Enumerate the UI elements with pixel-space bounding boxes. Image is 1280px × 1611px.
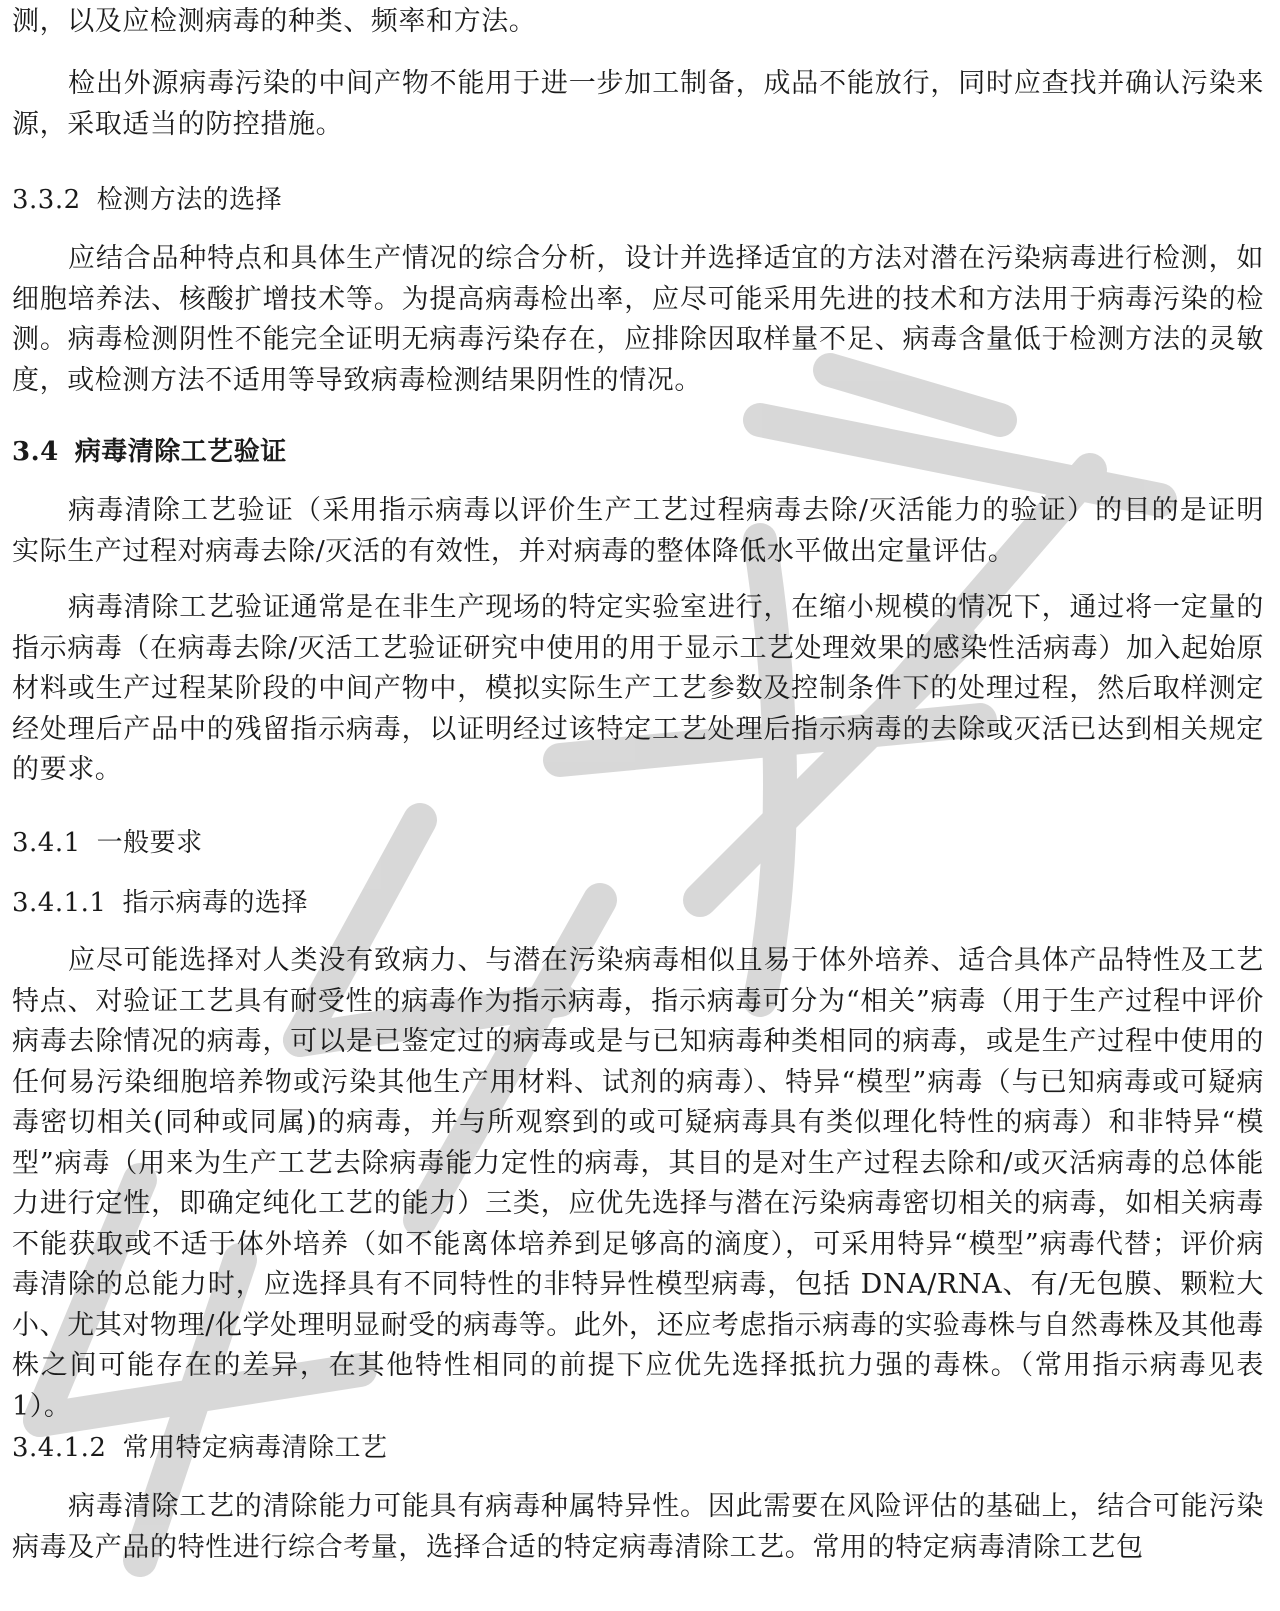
- watermark-stroke-2: [760, 420, 1160, 500]
- section-title: 常用特定病毒清除工艺: [122, 1433, 388, 1463]
- section-heading-3-4-1: [12, 823, 203, 863]
- paragraph: 病毒清除工艺的清除能力可能具有病毒种属特异性。因此需要在风险评估的基础上，结合可能污染病毒及产品的特性进行综合考量，选择合适的特定病毒清除工艺。常用的特定病毒清除工艺包: [12, 1491, 1264, 1563]
- paragraph: 应尽可能选择对人类没有致病力、与潜在污染病毒相似且易于体外培养、适合具体产品特性及工艺特点、对验证工艺具有耐受性的病毒作为指示病毒，指示病毒可分为“相关”病毒（用于生产过程中评价病毒去除情况的病毒，可以是已鉴定过的病毒或是与已知病毒种类相同的病毒，或是生产过程中使用的任何易污染细胞培养物或污染其他生产用材料、试剂的病毒）、特异“模型”病毒（与已知病毒或可疑病毒密切相关(同种或同属)的病毒，并与所观察到的或可疑病毒具有类似理化特性的病毒）和非特异“模型”病毒（用来为生产工艺去除病毒能力定性的病毒，其目的是对生产过程去除和/或灭活病毒的总体能力进行定性，即确定纯化工艺的能力）三类，应优先选择与潜在污染病毒密切相关的病毒，如相关病毒不能获取或不适于体外培养（如不能离体培养到足够高的滴度），可采用特异“模型”病毒代替；评价病毒清除的总能力时，应选择具有不同特性的非特异性模型病毒，包括 DNA/RNA、有/无包膜、颗粒大小、尤其对物理/化学处理明显耐受的病毒等。此外，还应考虑指示病毒的实验毒株与自然毒株及其他毒株之间可能存在的差异，在其他特性相同的前提下应优先选择抵抗力强的毒株。（常用指示病毒见表 1）。: [12, 945, 1264, 1422]
- section-heading-3-4-1-2: [12, 1428, 387, 1468]
- section-number: 3.4.1.1: [12, 888, 107, 918]
- paragraph: 应结合品种特点和具体生产情况的综合分析，设计并选择适宜的方法对潜在污染病毒进行检测，如细胞培养法、核酸扩增技术等。为提高病毒检出率，应尽可能采用先进的技术和方法用于病毒污染的检测。病毒检测阴性不能完全证明无病毒污染存在，应排除因取样量不足、病毒含量低于检测方法的灵敏度，或检测方法不适用等导致病毒检测结果阴性的情况。: [12, 243, 1264, 396]
- paragraph: 病毒清除工艺验证通常是在非生产现场的特定实验室进行，在缩小规模的情况下，通过将一定量的指示病毒（在病毒去除/灭活工艺验证研究中使用的用于显示工艺处理效果的感染性活病毒）加入起始原材料或生产过程某阶段的中间产物中，模拟实际生产工艺参数及控制条件下的处理过程，然后取样测定经处理后产品中的残留指示病毒，以证明经过该特定工艺处理后指示病毒的去除或灭活已达到相关规定的要求。: [12, 592, 1264, 785]
- section-heading-3-4: [12, 432, 287, 472]
- section-number: 3.4.1.2: [12, 1433, 107, 1463]
- section-heading-3-4-1-1: [12, 883, 308, 923]
- section-title: 检测方法的选择: [96, 185, 283, 215]
- section-title: 病毒清除工艺验证: [74, 437, 287, 467]
- section-number: 3.3.2: [12, 185, 81, 215]
- section-title: 指示病毒的选择: [122, 888, 308, 918]
- paragraph-continued: 测，以及应检测病毒的种类、频率和方法。: [12, 6, 537, 37]
- section-title: 一般要求: [96, 828, 203, 858]
- section-heading-3-3-2: [12, 180, 282, 220]
- paragraph: 病毒清除工艺验证（采用指示病毒以评价生产工艺过程病毒去除/灭活能力的验证）的目的是证明实际生产过程对病毒去除/灭活的有效性，并对病毒的整体降低水平做出定量评估。: [12, 495, 1264, 567]
- paragraph: 检出外源病毒污染的中间产物不能用于进一步加工制备，成品不能放行，同时应查找并确认污染来源，采取适当的防控措施。: [12, 68, 1264, 140]
- section-number: 3.4.1: [12, 828, 81, 858]
- section-number: 3.4: [12, 437, 59, 467]
